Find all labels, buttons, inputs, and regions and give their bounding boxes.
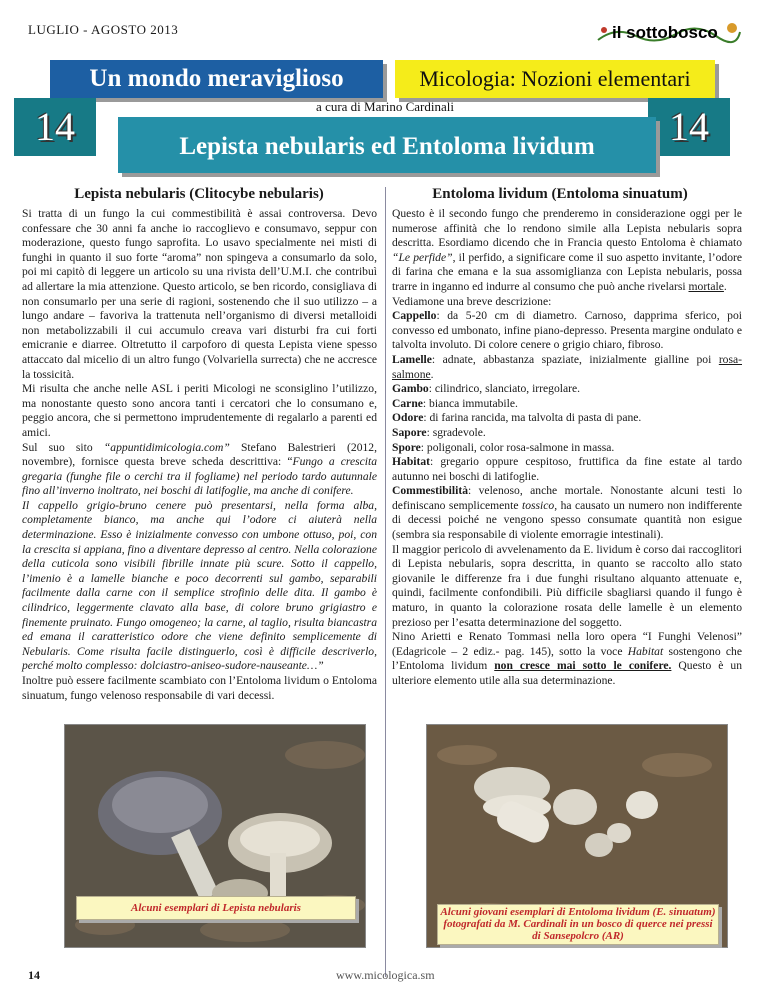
intro-paragraph: Questo è il secondo fungo che prenderemo in considerazione oggi per le numerose affinità che lo rendono simile alla Lepista nebularis sopra descritta. Esordiamo dicendo che in Francia questo Entoloma è chiamato “Le perfide”, il perfido, a significare come il suo aspetto invitante, l’odore di farina che emana e la sua assomiglianza con Lepista nebularis, possa trarre in inganno ed indurre al consumo che può anche rivelarsi mortale. xyxy=(392,207,743,293)
caption-right: Alcuni giovani esemplari di Entoloma lividum (E. sinuatum) fotografati da M. Cardinali in un bosco di querce nei pressi di Sansepolcro (AR) xyxy=(437,904,719,945)
page-number: 14 xyxy=(28,968,40,982)
caption-left: Alcuni esemplari di Lepista nebularis xyxy=(76,896,356,920)
paragraph: Si tratta di un fungo la cui commestibilità è assai controversa. Devo confessare che 30 anni fa anche io raccoglievo e consumavo, seppur con moderazione, questo fungo saprofita. Lo usavo specialmente nei misti di funghi in quanto il suo forte “aroma” non spingeva a consumarlo da solo, poi mi capitò di leggere un articolo su una rivista dell’U.M.I. che contribuì ad allertare la mia attenzione. Questo articolo, se ben ricordo, consigliava di non consumarlo per una serie di ragioni, sostenendo che il suo utilizzo – a lungo andare – favoriva la trattenuta nell’organismo di diversi metalloidi non metabolizzabili il cui accumulo creava vari disturbi fra cui forti emicranie e diarree. Oltretutto il carpoforo di questa Lepista viene spesso attaccato dal micelio di un altro fungo (Volvariella surrecta) che ne accresce la tossicità. xyxy=(22,207,377,381)
author-credit: a cura di Marino Cardinali xyxy=(316,99,454,114)
article-title: Lepista nebularis ed Entoloma lividum xyxy=(118,117,656,173)
field-cappello: Cappello: da 5-20 cm di diametro. Carnoso, dapprima sferico, poi convesso ed umbonato, infine piano-depresso. Presenta margine ondulato e talvolta involuto. Di colore cenere o grigio chiaro, fibroso. xyxy=(392,309,742,352)
topic-banner: Micologia: Nozioni elementari xyxy=(395,60,715,98)
citation-paragraph: Sul suo sito “appuntidimicologia.com” Stefano Balestrieri (2012, novembre), fornisce questa breve scheda descrittiva: “Fungo a crescita gregaria (funghe file o cerchi tra il fogliame) nel periodo tardo autunnale fino all’inverno inoltrato, nei boschi di latifoglie, ma anche di conifere. xyxy=(22,440,377,498)
field-habitat: Habitat: gregario oppure cespitoso, fruttifica da fine estate al tardo autunno nei boschi di latifoglie. xyxy=(392,455,742,483)
field-lamelle: Lamelle: adnate, abbastanza spaziate, inizialmente gialline poi rosa-salmone. xyxy=(392,352,742,381)
magazine-logo xyxy=(596,18,742,46)
field-odore: Odore: di farina rancida, ma talvolta di pasta di pane. xyxy=(392,411,642,425)
field-spore: Spore: poligonali, color rosa-salmone in massa. xyxy=(392,440,615,454)
issue-number-left: 14 xyxy=(14,98,96,156)
paragraph: Nino Arietti e Renato Tommasi nella loro opera “I Funghi Velenosi” (Edagricole – 2 ediz.- pag. 145), sotto la voce Habitat sostengono che l’Entoloma lividum non cresce mai sotto le conifere. Questo è un ulteriore elemento utile alla sua determinazione. xyxy=(392,630,743,687)
right-heading: Entoloma lividum (Entoloma sinuatum) xyxy=(432,186,688,202)
field-sapore: Sapore: sgradevole. xyxy=(392,425,486,439)
paragraph: Mi risulta che anche nelle ASL i periti Micologi ne sconsiglino l’utilizzo, ma nonostante questo sono ancora tanti i cercatori che lo consumano e, peggio ancora, che si permettono imprudentemente di regalarlo a parenti ed amici. xyxy=(22,382,377,439)
citation-description: Il cappello grigio-bruno cenere può presentarsi, nella forma alba, completamente bianco, ma anche qui l’odore ci aiuterà nella determinazione. Esso è inizialmente convesso con umbone ottuso, poi, con la crescita si appiana, fino a diventare depresso al centro. Nella colorazione della cuticola sono visibili fibrille innate più scure. Sotto il cappello, l’imenio è a lamelle bianche e poco decorrenti sul gambo, separabili facilmente dalla carne con il semplice strofinio delle dita. Il gambo è cilindrico, leggermente clavato alla base, di colore bruno grigiastro e finemente pruinato. Fungo omogeneo; la carne, al taglio, risulta biancastra ed emana il caratteristico odore che viene definito semplicemente di Nebularis. Come risulta facile distinguerlo, così è difficile descriverlo, perché molto complesso: dolciastro-aniseo-sudore-nauseante…” xyxy=(22,498,377,673)
field-carne: Carne: bianca immutabile. xyxy=(392,396,518,410)
field-commestibilita: Commestibilità: velenoso, anche mortale. Nonostante alcuni testi lo definiscano semplicemente tossico, ha causato un numero non indifferente di decessi poiché ne vengono spesso consumate quantità non esigue (sembra sia responsabile di violente emorragie intestinali). xyxy=(392,484,742,542)
paragraph: Il maggior pericolo di avvelenamento da E. lividum è corso dai raccoglitori di Lepista nebularis, sopra descritta, in quanto se raccolto allo stato giovanile le differenze fra i due funghi risultano alquanto attenuate e, quindi, facilmente confondibili. Più difficile sbagliarsi quando il fungo è maturo, in quanto la colorazione rosata delle lamelle è un elemento prezioso per l’esatta determinazione del soggetto. xyxy=(392,542,742,629)
section-banner: Un mondo meraviglioso xyxy=(50,60,383,98)
paragraph: Inoltre può essere facilmente scambiato con l’Entoloma lividum o Entoloma sinuatum, fungo velenoso responsabile di vari decessi. xyxy=(22,674,377,702)
field-gambo: Gambo: cilindrico, slanciato, irregolare. xyxy=(392,382,581,396)
left-heading: Lepista nebularis (Clitocybe nebularis) xyxy=(74,186,324,202)
left-column-text xyxy=(22,207,377,703)
logo-text: il sottobosco xyxy=(612,23,718,42)
issue-date: LUGLIO - AGOSTO 2013 xyxy=(28,22,179,37)
right-column-text xyxy=(392,207,742,689)
column-divider xyxy=(385,187,386,977)
description-intro: Vediamone una breve descrizione: xyxy=(392,294,552,308)
footer-url[interactable]: www.micologica.sm xyxy=(336,968,435,982)
issue-number-right: 14 xyxy=(648,98,730,156)
